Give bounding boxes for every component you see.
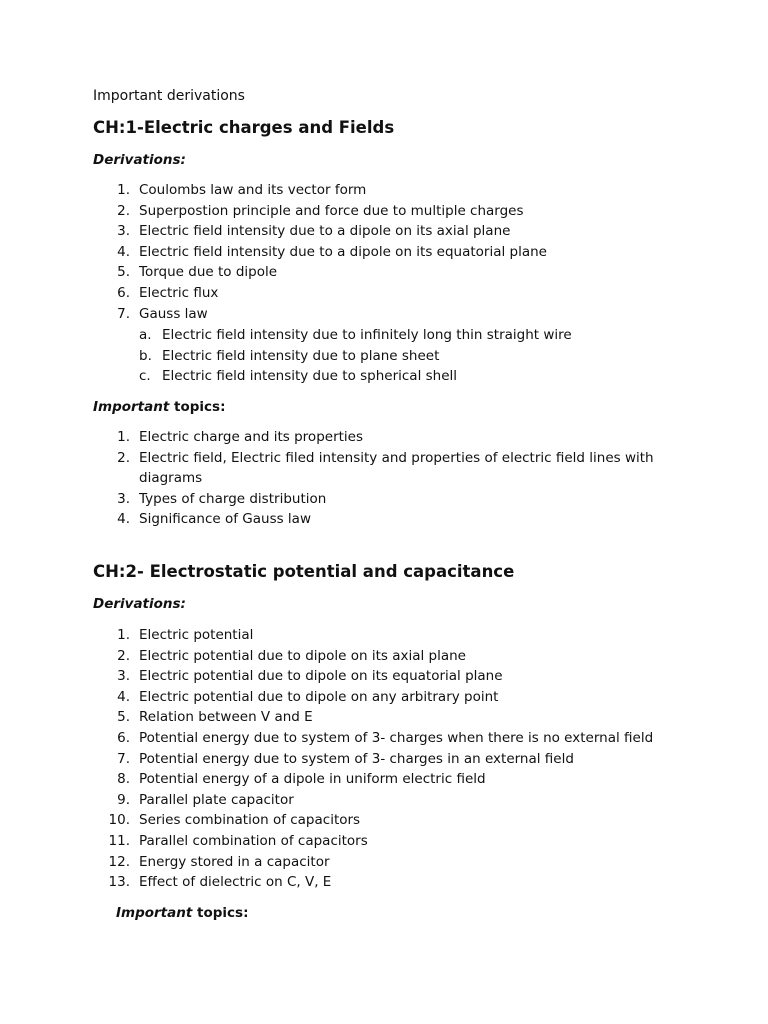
list-item-text: Significance of Gauss law [139, 511, 311, 528]
derivation-item [0, 810, 659, 831]
list-item-text: Electric field intensity due to a dipole on its axial plane [139, 223, 511, 240]
list-number: 1. [117, 429, 130, 445]
list-item-text: Electric charge and its properties [139, 429, 363, 445]
list-number: 3. [117, 668, 130, 685]
list-number: 1. [117, 627, 130, 643]
list-number: 1. [117, 182, 130, 198]
list-item-text: Electric field intensity due to a dipole on its equatorial plane [139, 243, 547, 260]
gauss-subitem [0, 366, 682, 387]
gauss-subitem [0, 325, 682, 346]
list-item-text: Energy stored in a capacitor [139, 853, 330, 870]
list-item-text: Electric potential [139, 627, 254, 643]
list-number: 5. [117, 264, 130, 281]
list-item-text: Superpostion principle and force due to multiple charges [139, 202, 524, 219]
list-item-text: Potential energy of a dipole in uniform electric field [139, 771, 486, 788]
ch2-derivations-list [0, 625, 659, 893]
intro-text: Important derivations [93, 88, 245, 104]
derivation-item [0, 221, 659, 242]
derivation-item [0, 687, 659, 708]
list-item-text: Electric field intensity due to infinitely long thin straight wire [162, 327, 572, 343]
list-number: 12. [108, 853, 130, 870]
list-number: a. [139, 327, 152, 343]
derivation-item [0, 852, 659, 873]
list-item-text: Parallel plate capacitor [139, 791, 294, 808]
list-number: 5. [117, 709, 130, 726]
list-item-text: Potential energy due to system of 3- charges when there is no external field [139, 729, 654, 746]
derivation-item [0, 304, 659, 325]
derivation-item [0, 201, 659, 222]
list-number: 4. [117, 243, 130, 260]
list-number: 6. [117, 729, 130, 746]
chapter-2-title: CH:2- Electrostatic potential and capacitance [93, 562, 515, 581]
list-item-text: Gauss law [139, 305, 208, 322]
list-item-text: Effect of dielectric on C, V, E [139, 874, 332, 891]
derivation-item [0, 831, 659, 852]
list-number: 3. [117, 223, 130, 240]
list-item-text: Torque due to dipole [139, 264, 278, 281]
list-item-text: Types of charge distribution [139, 490, 327, 507]
derivation-item [0, 242, 659, 263]
topic-item [0, 489, 659, 510]
list-item-text: Electric potential due to dipole on its equatorial plane [139, 668, 503, 685]
list-item-text: Coulombs law and its vector form [139, 182, 367, 198]
list-number: 2. [117, 647, 130, 664]
list-item-text: Potential energy due to system of 3- charges in an external field [139, 750, 574, 767]
ch2-derivations-label [93, 594, 186, 614]
derivation-item [0, 625, 659, 646]
list-number: 2. [117, 202, 130, 219]
list-number: 6. [117, 284, 130, 301]
list-item-text: Relation between V and E [139, 709, 313, 726]
derivation-item [0, 769, 659, 790]
list-number: c. [139, 368, 151, 385]
derivation-item [0, 283, 659, 304]
list-item-text: Electric potential due to dipole on any arbitrary point [139, 688, 499, 705]
list-number: 13. [108, 874, 130, 891]
list-number: 7. [117, 305, 130, 322]
derivation-item [0, 707, 659, 728]
list-number: 7. [117, 750, 130, 767]
list-number: 10. [108, 812, 130, 829]
list-number: 4. [117, 511, 130, 528]
list-number: 4. [117, 688, 130, 705]
derivation-item [0, 262, 659, 283]
list-number: b. [139, 347, 152, 364]
ch1-topics-label-rest: topics: [174, 399, 226, 415]
derivation-item [0, 666, 659, 687]
gauss-law-sublist [0, 325, 682, 387]
topic-item [0, 448, 659, 489]
ch2-topics-label [116, 903, 249, 923]
list-item-text: Electric field intensity due to plane sheet [162, 347, 440, 364]
list-item-text: Electric flux [139, 284, 219, 301]
derivation-item [0, 872, 659, 893]
ch2-topics-label-em: Important [116, 905, 193, 921]
derivation-item [0, 790, 659, 811]
ch2-topics-label-rest: topics: [197, 905, 249, 921]
ch2-derivations-label-text: Derivations: [93, 596, 186, 612]
ch1-topics-list [0, 427, 659, 530]
list-number: 2. [117, 449, 130, 466]
ch1-topics-label [93, 397, 226, 417]
ch1-derivations-label-text: Derivations: [93, 152, 186, 168]
list-number: 3. [117, 490, 130, 507]
ch1-derivations-list [0, 180, 659, 324]
list-number: 11. [108, 832, 130, 849]
derivation-item [0, 646, 659, 667]
list-item-text: Parallel combination of capacitors [139, 832, 368, 849]
list-number: 9. [117, 791, 130, 808]
gauss-subitem [0, 346, 682, 367]
list-number: 8. [117, 771, 130, 788]
derivation-item [0, 180, 659, 201]
list-item-text: Electric field intensity due to spherical shell [162, 368, 458, 385]
list-item-text: Series combination of capacitors [139, 812, 361, 829]
derivation-item [0, 728, 659, 749]
topic-item [0, 427, 659, 448]
topic-item [0, 509, 659, 530]
ch1-topics-label-em: Important [93, 399, 170, 415]
derivation-item [0, 749, 659, 770]
chapter-1-title: CH:1-Electric charges and Fields [93, 118, 395, 137]
ch1-derivations-label [93, 150, 186, 170]
list-item-text: Electric field, Electric filed intensity and properties of electric field lines with diagrams [139, 449, 654, 487]
list-item-text: Electric potential due to dipole on its axial plane [139, 647, 466, 664]
